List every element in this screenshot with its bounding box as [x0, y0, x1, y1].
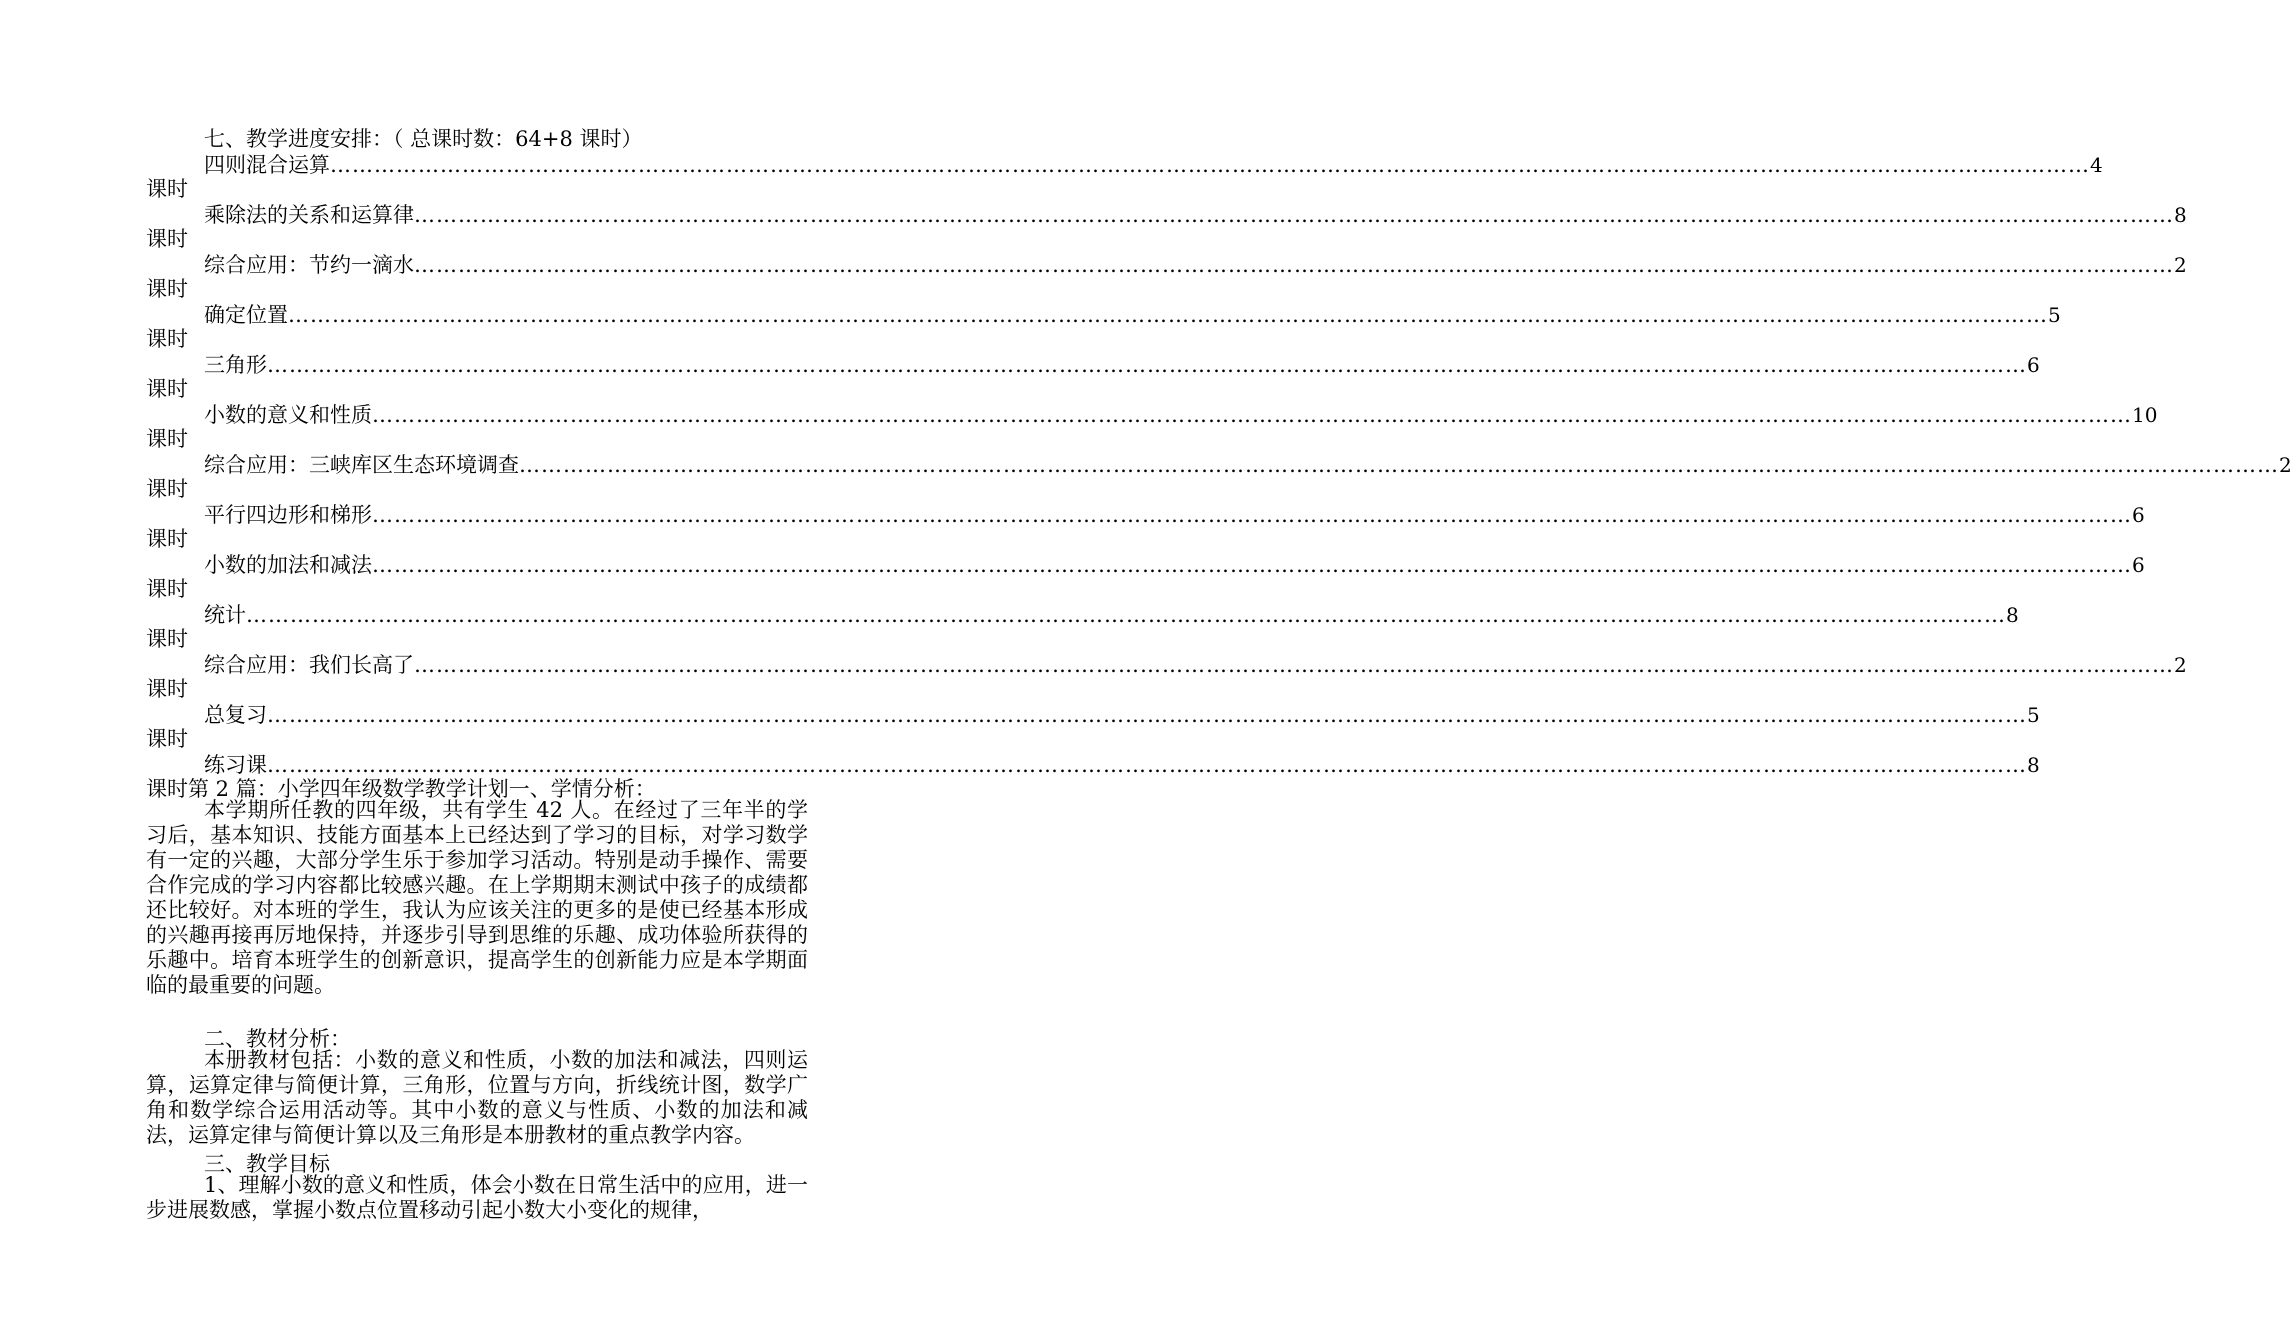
paragraph-learning-analysis: 本学期所任教的四年级，共有学生 42 人。在经过了三年半的学习后，基本知识、技能方面基本上已经达到了学习的目标，对学习数学有一定的兴趣，大部分学生乐于参加学习活动。特别是动手操作、需要合作完成的学习内容都比较感兴趣。在上学期期末测试中孩子的成绩都还比较好。对本班的学生，我认为应该关注的更多的是使已经基本形成的兴趣再接再厉地保持，并逐步引导到思维的乐趣、成功体验所获得的乐趣中。培育本班学生的创新意识，提高学生的创新能力应是本学期面临的最重要的问题。 [146, 798, 808, 997]
schedule-item-label: 乘除法的关系和运算律 [204, 203, 414, 227]
schedule-line [204, 199, 2187, 227]
schedule-item-label: 平行四边形和梯形 [204, 503, 372, 527]
schedule-item-hours: 8 [2006, 603, 2019, 627]
schedule-item-label: 练习课 [204, 753, 267, 777]
dot-leader: …………………………………………………………………………………………………………………………………………………………………………………………………………………… [246, 603, 2006, 627]
schedule-item [146, 199, 2187, 251]
schedule-item-label: 小数的意义和性质 [204, 403, 372, 427]
schedule-item-hours: 6 [2132, 553, 2145, 577]
dot-leader: …………………………………………………………………………………………………………………………………………………………………………………………………………………… [414, 253, 2174, 277]
schedule-item [146, 299, 2061, 351]
dot-leader: …………………………………………………………………………………………………………………………………………………………………………………………………………………… [267, 703, 2027, 727]
dot-leader: …………………………………………………………………………………………………………………………………………………………………………………………………………………… [519, 453, 2279, 477]
schedule-item [146, 249, 2187, 301]
schedule-item-hours: 6 [2027, 353, 2040, 377]
schedule-item-hours: 4 [2090, 153, 2103, 177]
schedule-line [204, 249, 2187, 277]
dot-leader: …………………………………………………………………………………………………………………………………………………………………………………………………………………… [372, 553, 2132, 577]
schedule-line [204, 499, 2145, 527]
schedule-item-label: 总复习 [204, 703, 267, 727]
schedule-line [204, 699, 2040, 727]
schedule-item [146, 349, 2040, 401]
schedule-line [204, 749, 2040, 777]
schedule-item-hours: 6 [2132, 503, 2145, 527]
paragraph-textbook-analysis: 本册教材包括：小数的意义和性质，小数的加法和减法，四则运算，运算定律与简便计算，三角形，位置与方向，折线统计图，数学广角和数学综合运用活动等。其中小数的意义与性质、小数的加法和减法，运算定律与简便计算以及三角形是本册教材的重点教学内容。 [146, 1048, 808, 1147]
schedule-item [146, 499, 2145, 551]
schedule-item-hours: 8 [2027, 753, 2040, 777]
schedule-line [204, 599, 2019, 627]
schedule-item-label: 三角形 [204, 353, 267, 377]
schedule-item-hours: 2 [2174, 253, 2187, 277]
schedule-item-unit: 课时 [146, 627, 188, 651]
schedule-item [146, 149, 2103, 201]
paragraph-teaching-goal-1: 1、理解小数的意义和性质，体会小数在日常生活中的应用，进一步进展数感，掌握小数点位置移动引起小数大小变化的规律， [146, 1173, 808, 1222]
dot-leader: …………………………………………………………………………………………………………………………………………………………………………………………………………………… [414, 653, 2174, 677]
schedule-item-unit: 课时 [146, 177, 188, 201]
schedule-item-unit: 课时 [146, 527, 188, 551]
section-title: 七、教学进度安排：（ 总课时数：64+8 课时） [204, 127, 643, 151]
schedule-line [204, 399, 2158, 427]
schedule-item-label: 统计 [204, 603, 246, 627]
schedule-item-hours: 5 [2027, 703, 2040, 727]
schedule-item-unit: 课时 [146, 427, 188, 451]
schedule-item-unit: 课时 [146, 277, 188, 301]
dot-leader: …………………………………………………………………………………………………………………………………………………………………………………………………………………… [288, 303, 2048, 327]
schedule-item [146, 649, 2187, 701]
schedule-item-unit: 课时 [146, 377, 188, 401]
schedule-item-unit: 课时 [146, 227, 188, 251]
heading-textbook-analysis: 二、教材分析： [204, 1027, 351, 1051]
schedule-item-unit: 课时 [146, 327, 188, 351]
dot-leader: …………………………………………………………………………………………………………………………………………………………………………………………………………………… [330, 153, 2090, 177]
schedule-item-unit: 课时 [146, 577, 188, 601]
dot-leader: …………………………………………………………………………………………………………………………………………………………………………………………………………………… [267, 353, 2027, 377]
schedule-item-label: 综合应用：我们长高了 [204, 653, 414, 677]
schedule-line [204, 349, 2040, 377]
schedule-item-unit: 课时 [146, 677, 188, 701]
schedule-line [204, 449, 2292, 477]
dot-leader: …………………………………………………………………………………………………………………………………………………………………………………………………………………… [267, 753, 2027, 777]
dot-leader: …………………………………………………………………………………………………………………………………………………………………………………………………………………… [372, 503, 2132, 527]
schedule-item-hours: 10 [2132, 403, 2158, 427]
schedule-item-label: 综合应用：节约一滴水 [204, 253, 414, 277]
dot-leader: …………………………………………………………………………………………………………………………………………………………………………………………………………………… [372, 403, 2132, 427]
schedule-item [146, 449, 2292, 501]
dot-leader: …………………………………………………………………………………………………………………………………………………………………………………………………………………… [414, 203, 2174, 227]
schedule-item-hours: 5 [2048, 303, 2061, 327]
heading-teaching-goals: 三、教学目标 [204, 1152, 330, 1176]
schedule-item-label: 综合应用：三峡库区生态环境调查 [204, 453, 519, 477]
schedule-item [146, 399, 2158, 451]
schedule-line [204, 549, 2145, 577]
schedule-line [204, 649, 2187, 677]
schedule-item-hours: 8 [2174, 203, 2187, 227]
schedule-line [204, 299, 2061, 327]
schedule-item-unit: 课时 [146, 727, 188, 751]
schedule-item-label: 确定位置 [204, 303, 288, 327]
schedule-item-hours: 2 [2279, 453, 2292, 477]
schedule-list [146, 149, 2292, 799]
schedule-item [146, 549, 2145, 601]
schedule-item [146, 599, 2019, 651]
schedule-line [204, 149, 2103, 177]
transition-line: 课时第 2 篇：小学四年级数学教学计划一、学情分析： [146, 777, 656, 801]
schedule-item-unit: 课时 [146, 477, 188, 501]
schedule-item-label: 四则混合运算 [204, 153, 330, 177]
schedule-item [146, 699, 2040, 751]
schedule-item-hours: 2 [2174, 653, 2187, 677]
schedule-item-label: 小数的加法和减法 [204, 553, 372, 577]
